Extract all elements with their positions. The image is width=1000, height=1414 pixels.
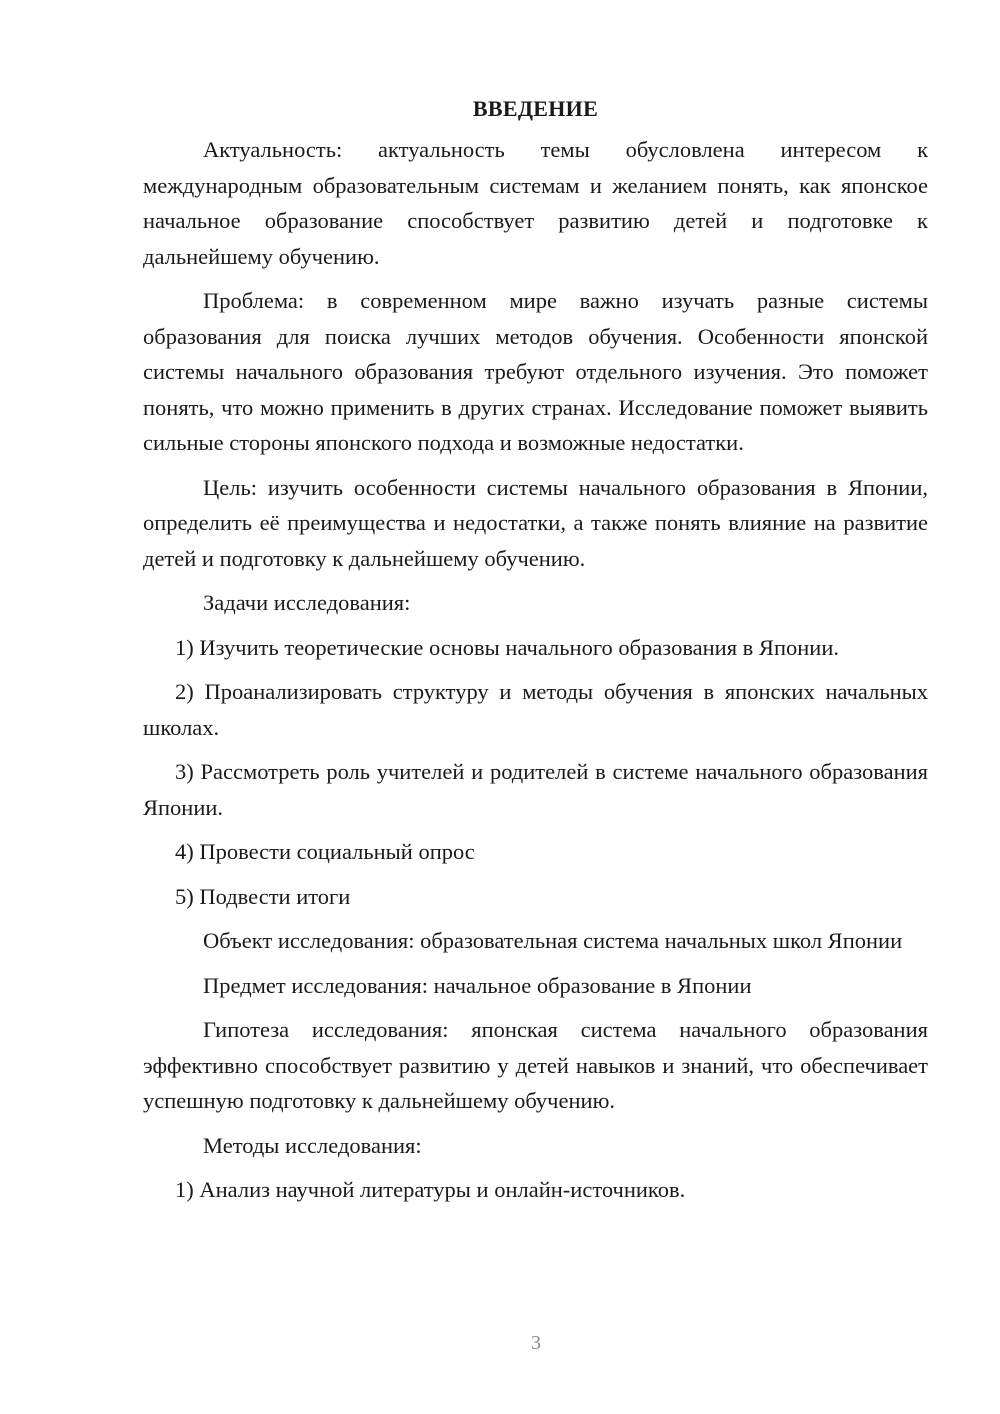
- hypothesis-paragraph: Гипотеза исследования: японская система начального образования эффективно способствует развитию у детей навыков и знаний, что обеспечивает успешную подготовку к дальнейшему обучению.: [143, 1017, 928, 1113]
- task-item-5: 5) Подвести итоги: [175, 883, 351, 909]
- page-number: 3: [531, 1332, 541, 1354]
- task-item-1: 1) Изучить теоретические основы начального образования в Японии.: [175, 634, 839, 660]
- task-item-2: 2) Проанализировать структуру и методы обучения в японских начальных школах.: [143, 679, 928, 740]
- document-page: [143, 94, 928, 1217]
- methods-heading: Методы исследования:: [203, 1132, 422, 1158]
- section-heading: ВВЕДЕНИЕ: [472, 96, 599, 121]
- tasks-heading: Задачи исследования:: [203, 590, 411, 615]
- relevance-paragraph: Актуальность: актуальность темы обусловлена интересом к международным образовательным системам и желанием понять, как японское начальное образование способствует развитию детей и подготовке к дальнейшему обучению.: [143, 137, 928, 269]
- problem-paragraph: Проблема: в современном мире важно изучать разные системы образования для поиска лучших методов обучения. Особенности японской системы начального образования требуют отдельного изучения. Это поможет понять, что можно применить в других странах. Исследование поможет выявить сильные стороны японского подхода и возможные недостатки.: [143, 288, 928, 455]
- method-item-1: 1) Анализ научной литературы и онлайн-источников.: [175, 1177, 686, 1202]
- task-item-3: 3) Рассмотреть роль учителей и родителей в системе начального образования Японии.: [143, 759, 928, 820]
- object-paragraph: Объект исследования: образовательная система начальных школ Японии: [203, 928, 903, 953]
- task-item-4: 4) Провести социальный опрос: [175, 839, 475, 864]
- goal-paragraph: Цель: изучить особенности системы начального образования в Японии, определить её преимущества и недостатки, а также понять влияние на развитие детей и подготовку к дальнейшему обучению.: [143, 474, 928, 571]
- subject-paragraph: Предмет исследования: начальное образование в Японии: [203, 972, 752, 998]
